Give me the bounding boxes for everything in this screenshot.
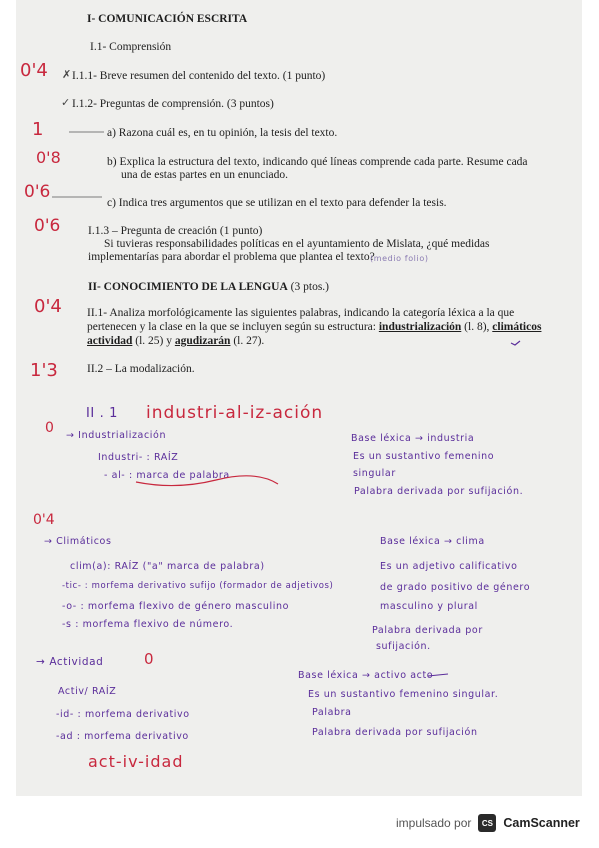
wavy-underline [136,476,278,486]
grade-industrializacion: 0 [45,420,54,436]
climaticos-sufijacion: sufijación. [376,641,431,652]
grade-a: 1 [32,119,44,140]
industrializacion-sustantivo: Es un sustantivo femenino [353,451,495,462]
grade-b: 0'8 [36,148,61,167]
climaticos-o: -o- : morfema flexivo de género masculino [62,601,290,612]
climaticos-grado: de grado positivo de género [380,582,531,593]
actividad-root: Activ/ RAÍZ [58,686,117,697]
word-actividad: → Actividad [36,656,104,668]
pen-marks [16,0,582,796]
question-b-line1: b) Explica la estructura del texto, indicando qué líneas comprende cada parte. Resume cada [107,156,528,168]
check-mark-icon [511,341,520,345]
actividad-ad: -ad : morfema derivativo [56,731,189,742]
industrializacion-singular: singular [353,468,396,479]
camscanner-brand: CamScanner [503,816,580,830]
industrializacion-derivada: Palabra derivada por sufijación. [354,486,524,497]
question-1-1-3-line1: Si tuvieras responsabilidades políticas en el ayuntamiento de Mislata, ¿qué medidas [104,238,490,250]
climaticos-base: Base léxica → clima [380,536,485,547]
check-mark-icon: ✗ [62,68,72,81]
question-2-2: II.2 – La modalización. [87,363,195,375]
climaticos-tic: -tic- : morfema derivativo sufijo (formador de adjetivos) [62,581,334,591]
question-c: c) Indica tres argumentos que se utilizan en el texto para defender la tesis. [107,197,447,209]
exam-sheet [16,0,582,796]
actividad-base: Base léxica → activo acto [298,670,434,681]
climaticos-root: clim(a): RAÍZ ("a" marca de palabra) [70,561,265,572]
section-1-title: I- COMUNICACIÓN ESCRITA [87,13,248,25]
question-1-1-1: I.1.1- Breve resumen del contenido del texto. (1 punto) [72,70,326,82]
check-mark-icon: ✓ [61,96,71,109]
strike-mark [428,674,448,676]
question-1-1-3: I.1.3 – Pregunta de creación (1 punto) [88,225,263,237]
camscanner-logo-icon: CS [478,814,496,832]
climaticos-s: -s : morfema flexivo de número. [62,619,234,630]
powered-by-label: impulsado por [396,816,472,830]
section-2-title: II- CONOCIMIENTO DE LA LENGUA (3 ptos.) [88,281,330,293]
heading-ii-1: II . 1 [86,406,118,421]
grade-actividad: 0 [144,650,154,668]
industrializacion-al: - al- : marca de palabra [104,470,230,481]
actividad-id: -id- : morfema derivativo [56,709,190,720]
climaticos-derivada: Palabra derivada por [372,625,483,636]
grade-climaticos: 0'4 [33,512,55,528]
word-industrializacion: → Industrialización [66,430,167,441]
annotation-medio-folio: (medio folio) [370,254,429,263]
industrializacion-base: Base léxica → industria [351,433,475,444]
word-climaticos: → Climáticos [44,536,112,547]
grade-1-1-1: 0'4 [20,60,48,81]
grade-c: 0'6 [24,182,51,202]
segmentation-actividad: act-iv-idad [88,752,184,771]
grade-2-2: 1'3 [30,360,58,381]
actividad-palabra: Palabra [312,707,352,718]
question-2-1-line1: II.1- Analiza morfológicamente las siguientes palabras, indicando la categoría léxica a la que [87,307,515,319]
question-1-1-3-line2: implementarías para abordar el problema que plantea el texto? [88,251,375,263]
segmentation-industrializacion: industri-al-iz-ación [146,403,324,423]
camscanner-footer [396,811,592,835]
industrializacion-root: Industri- : RAÍZ [98,452,179,463]
question-b-line2: una de estas partes en un enunciado. [121,169,289,181]
grade-2-1: 0'4 [34,296,62,317]
question-2-1-line3: actividad (l. 25) y agudizarán (l. 27). [87,335,265,347]
comprension-heading: I.1- Comprensión [90,41,172,53]
climaticos-adjetivo: Es un adjetivo calificativo [380,561,518,572]
climaticos-masculino: masculino y plural [380,601,478,612]
actividad-derivada: Palabra derivada por sufijación [312,727,478,738]
question-1-1-2: I.1.2- Preguntas de comprensión. (3 puntos) [72,98,274,110]
question-2-1-line2: pertenecen y la clase en la que se incluyen según su estructura: industrialización (l. 8), climáticos [87,321,542,333]
grade-1-1-3: 0'6 [34,216,61,236]
question-a: a) Razona cuál es, en tu opinión, la tesis del texto. [107,127,338,139]
actividad-sustantivo: Es un sustantivo femenino singular. [308,689,499,700]
